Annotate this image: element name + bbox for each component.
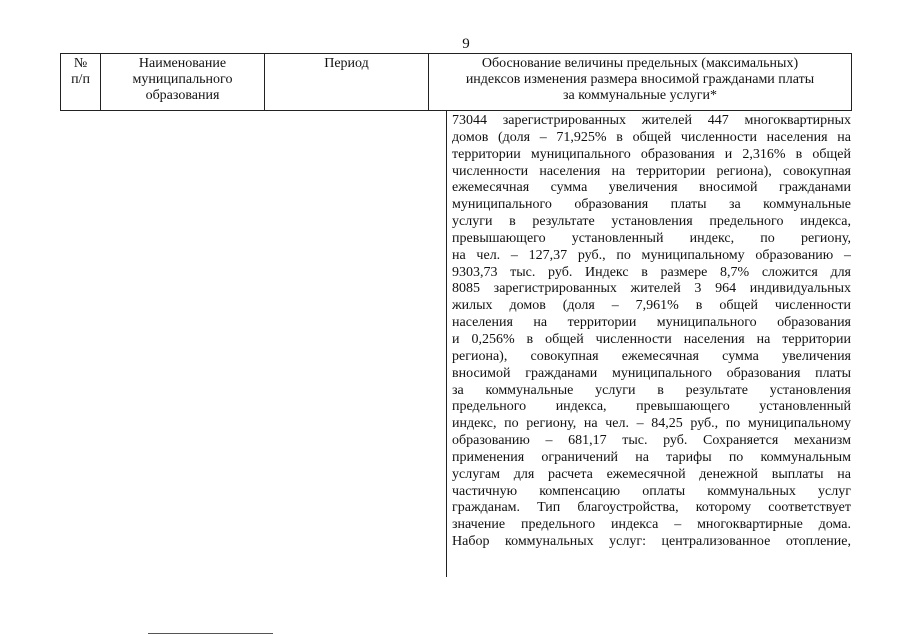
text-line: домов (доля – 71,925% в общей численности населения на <box>452 129 851 145</box>
text-line: населения на территории муниципального образования <box>452 315 851 331</box>
text-line: индекс, по региону, на чел. – 84,25 руб., по муниципальному <box>452 416 851 432</box>
page-number: 9 <box>462 36 470 52</box>
text-line: применения ограничений на тарифы по коммунальным <box>452 449 851 465</box>
table-header <box>60 53 852 111</box>
text-line: на чел. – 127,37 руб., по муниципальному образованию – <box>452 247 851 263</box>
text-line: вносимой гражданами муниципального образования платы <box>452 365 851 381</box>
text-line: муниципального образования платы за коммунальные <box>452 197 851 213</box>
header-cell-period: Период <box>265 54 429 111</box>
text-line: превышающего установленный индекс, по региону, <box>452 230 851 246</box>
text-line: частичную компенсацию оплаты коммунальных услуг <box>452 483 851 499</box>
justification-text <box>452 113 851 551</box>
text-line: 8085 зарегистрированных жителей 3 964 индивидуальных <box>452 281 851 297</box>
text-line: и 0,256% в общей численности населения на территории <box>452 331 851 347</box>
table-header-row <box>61 54 852 111</box>
text-line: 9303,73 тыс. руб. Индекс в размере 8,7% сложится для <box>452 264 851 280</box>
text-line: услугам для расчета ежемесячной денежной выплаты на <box>452 466 851 482</box>
text-line: гражданам. Тип благоустройства, которому соответствует <box>452 500 851 516</box>
table-column-divider <box>446 111 447 577</box>
text-line: численности населения на территории региона), совокупная <box>452 163 851 179</box>
text-line: ежемесячная сумма увеличения вносимой гражданами <box>452 180 851 196</box>
header-cell-municipality-name: Наименование муниципального образования <box>101 54 265 111</box>
text-line: за коммунальные услуги в результате установления <box>452 382 851 398</box>
text-line: жилых домов (доля – 7,961% в общей численности <box>452 298 851 314</box>
header-cell-justification: Обоснование величины предельных (максимальных) индексов изменения размера вносимой гражданами платы за коммунальные услуги* <box>429 54 852 111</box>
text-line: региона), совокупная ежемесячная сумма увеличения <box>452 348 851 364</box>
text-line: территории муниципального образования и 2,316% в общей <box>452 146 851 162</box>
text-line: Набор коммунальных услуг: централизованное отопление, <box>452 534 851 550</box>
text-line: образованию – 681,17 тыс. руб. Сохраняется механизм <box>452 433 851 449</box>
text-line: значение предельного индекса – многоквартирные дома. <box>452 517 851 533</box>
text-line: 73044 зарегистрированных жителей 447 многоквартирных <box>452 113 851 128</box>
header-cell-number: № п/п <box>61 54 101 111</box>
text-line: предельного индекса, превышающего установленный <box>452 399 851 415</box>
text-line: услуги в результате установления предельного индекса, <box>452 214 851 230</box>
